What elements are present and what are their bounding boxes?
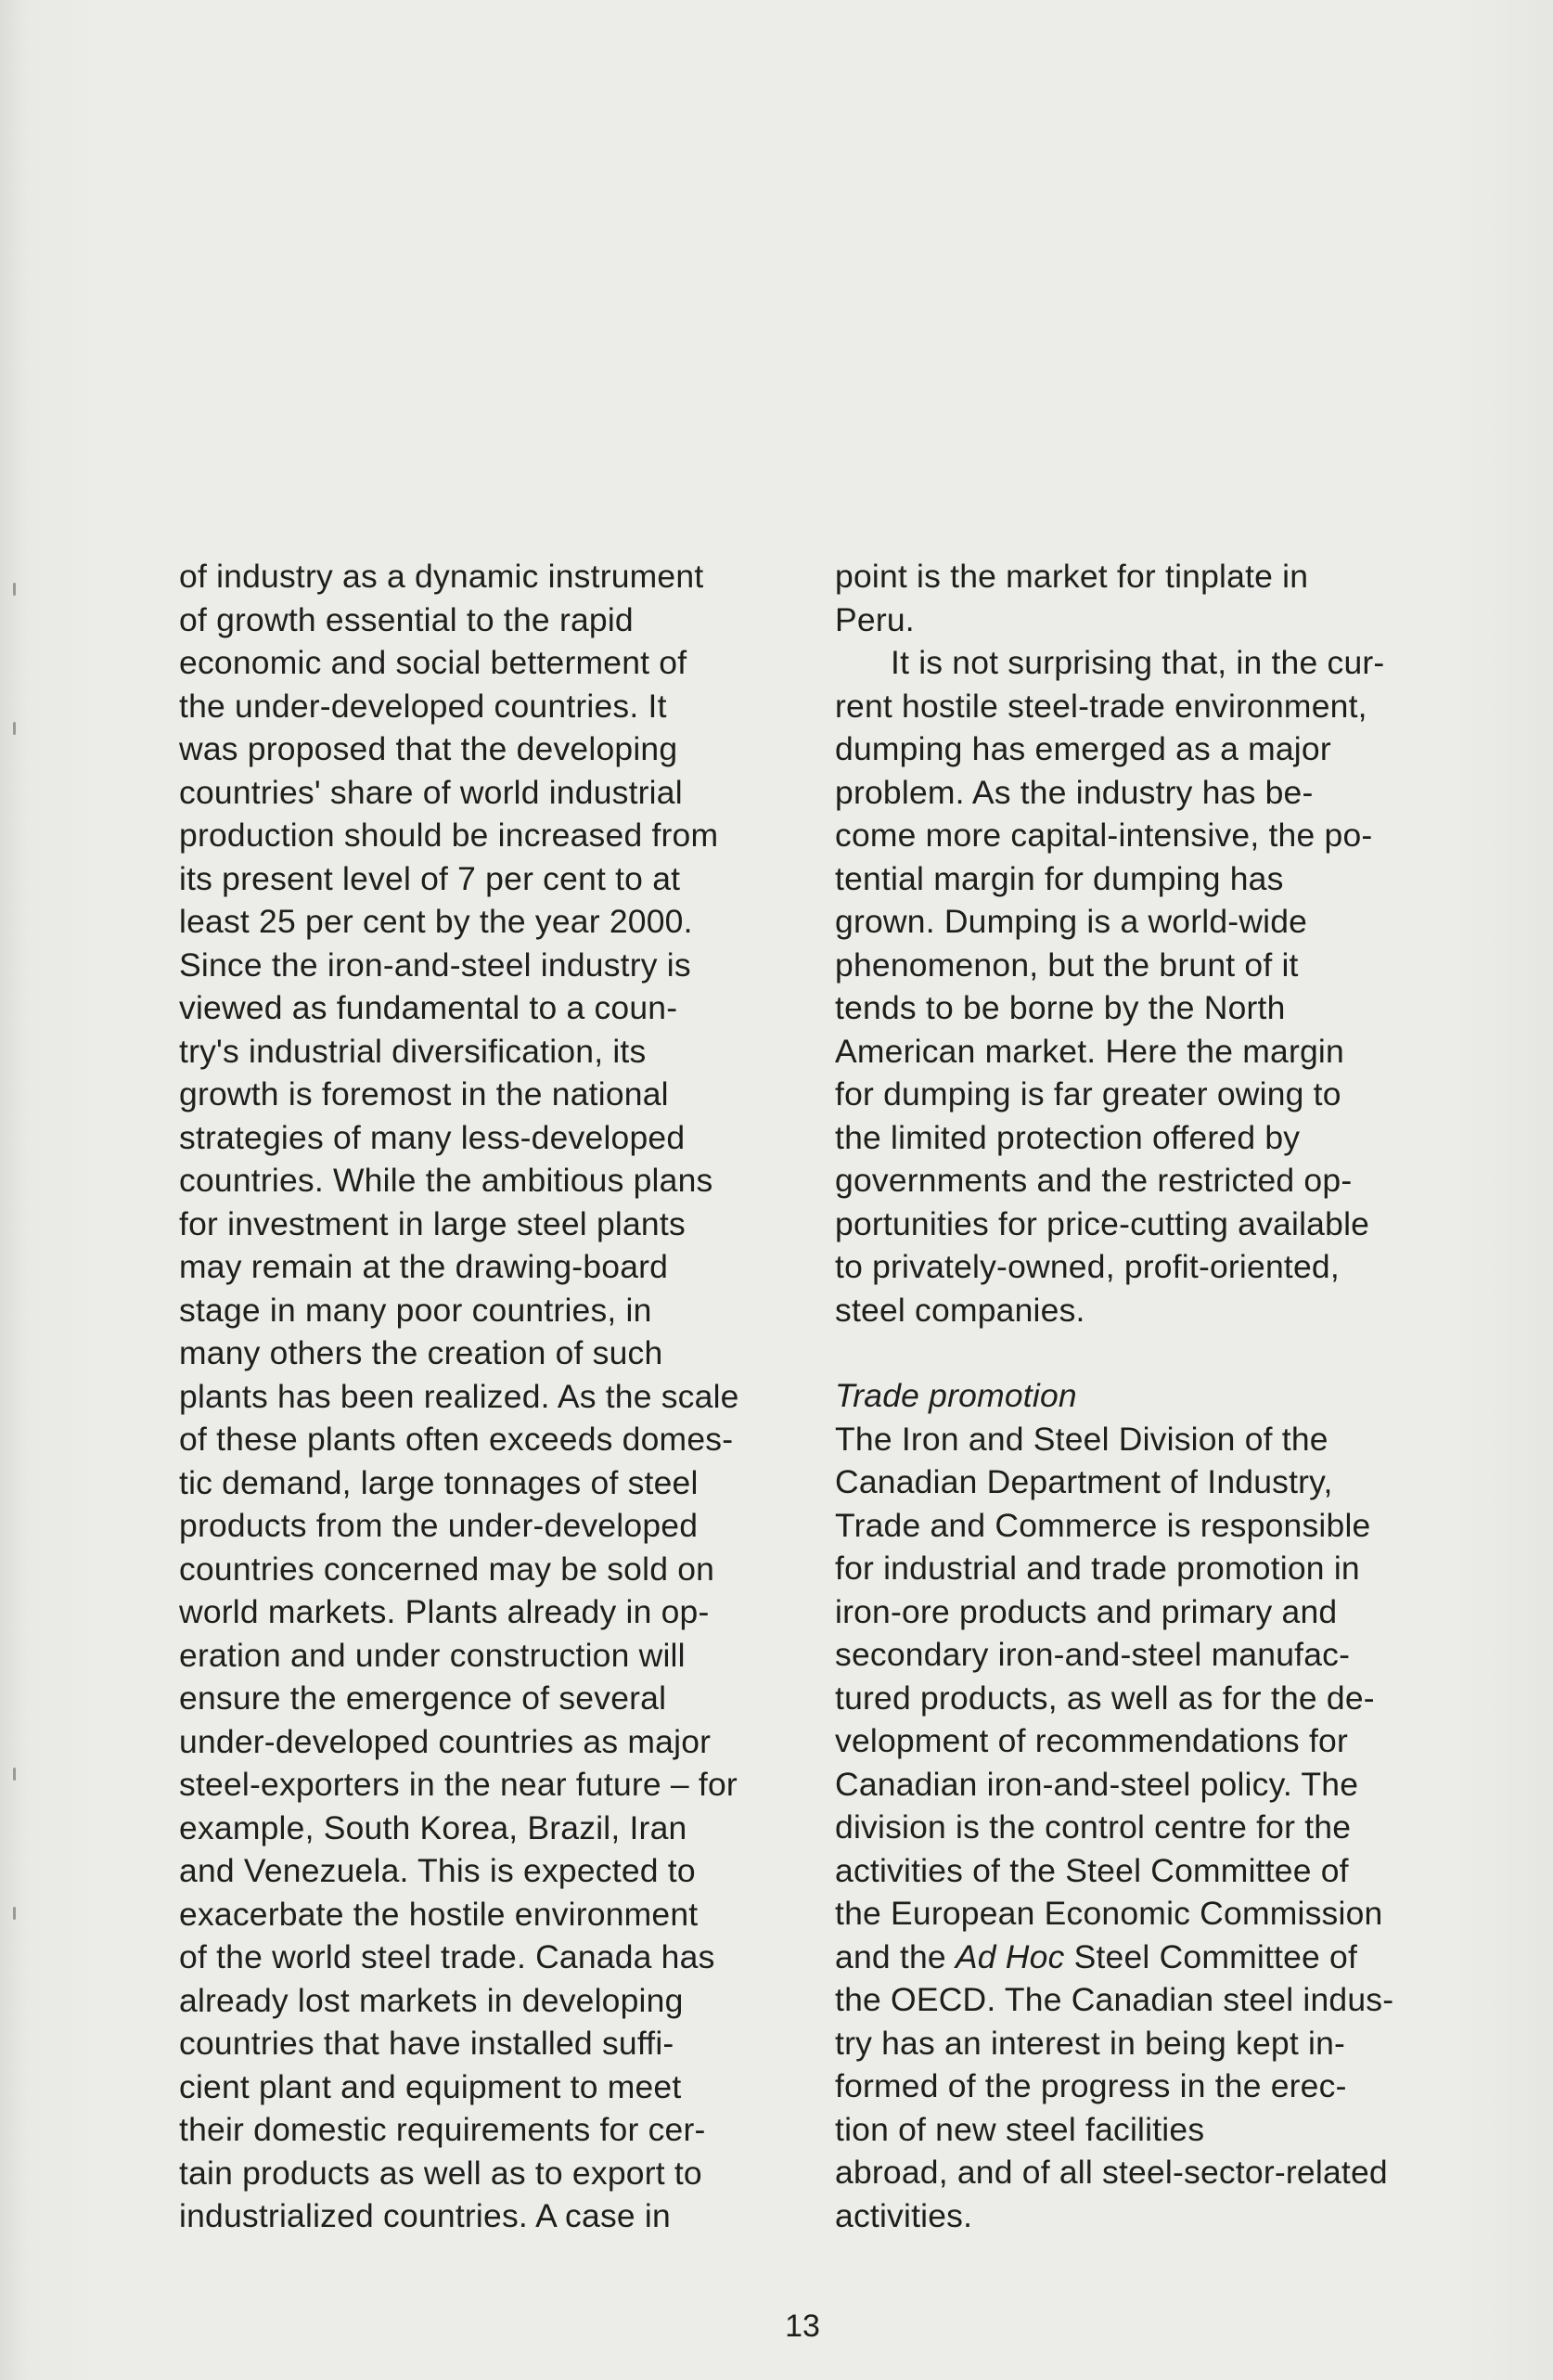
text-line: countries. While the ambitious plans	[179, 1162, 713, 1199]
text-line: economic and social betterment of	[179, 644, 687, 681]
text-line: problem. As the industry has be-	[835, 773, 1314, 811]
text-line: of growth essential to the rapid	[179, 600, 634, 638]
text-line: steel companies.	[835, 1291, 1085, 1329]
text-line: under-developed countries as major	[179, 1722, 712, 1760]
text-line: Since the iron-and-steel industry is	[179, 946, 691, 984]
text-line: come more capital-intensive, the po-	[835, 817, 1373, 854]
section-heading-trade-promotion: Trade promotion	[835, 1377, 1077, 1414]
ad-hoc-prefix: and the	[835, 1937, 956, 1975]
text-line: countries concerned may be sold on	[179, 1550, 715, 1588]
text-line: may remain at the drawing-board	[179, 1248, 669, 1285]
text-line: tential margin for dumping has	[835, 859, 1284, 897]
text-line: tic demand, large tonnages of steel	[179, 1463, 699, 1501]
text-line: rent hostile steel-trade environment,	[835, 687, 1367, 725]
text-line: and Venezuela. This is expected to	[179, 1852, 696, 1889]
text-line: point is the market for tinplate in	[835, 558, 1309, 595]
text-line: exacerbate the hostile environment	[179, 1895, 699, 1933]
text-line: of the world steel trade. Canada has	[179, 1938, 715, 1975]
text-line: for industrial and trade promotion in	[835, 1550, 1360, 1587]
page-number: 13	[785, 2309, 820, 2344]
text-line: steel-exporters in the near future – for	[179, 1766, 738, 1803]
text-line: the under-developed countries. It	[179, 687, 667, 725]
text-line: division is the control centre for the	[835, 1808, 1352, 1846]
text-line: was proposed that the developing	[179, 730, 678, 767]
text-line: velopment of recommendations for	[835, 1722, 1348, 1759]
text-line: iron-ore products and primary and	[835, 1592, 1338, 1630]
text-line: growth is foremost in the national	[179, 1075, 669, 1113]
text-line: countries' share of world industrial	[179, 773, 683, 811]
ad-hoc-line	[835, 1936, 1466, 1979]
margin-mark	[13, 1768, 16, 1781]
text-line: strategies of many less-developed	[179, 1118, 686, 1156]
text-line: portunities for price-cutting available	[835, 1204, 1370, 1242]
text-line: ensure the emergence of several	[179, 1679, 667, 1717]
text-line: governments and the restricted op-	[835, 1162, 1353, 1199]
text-line: for investment in large steel plants	[179, 1204, 686, 1242]
text-line: their domestic requirements for cer-	[179, 2111, 706, 2148]
ad-hoc-italic: Ad Hoc	[955, 1937, 1065, 1975]
text-line: for dumping is far greater owing to	[835, 1075, 1341, 1113]
margin-mark	[13, 1907, 16, 1920]
text-line: Peru.	[835, 600, 915, 638]
text-line: eration and under construction will	[179, 1636, 686, 1674]
text-line: abroad, and of all steel-sector-related	[835, 2154, 1388, 2191]
text-line: Trade and Commerce is responsible	[835, 1506, 1371, 1544]
text-line: example, South Korea, Brazil, Iran	[179, 1808, 687, 1846]
text-line: of industry as a dynamic instrument	[179, 558, 704, 595]
left-text-column	[179, 555, 810, 2238]
text-line: secondary iron-and-steel manufac-	[835, 1636, 1351, 1673]
text-line: activities of the Steel Committee of	[835, 1851, 1349, 1889]
text-line: The Iron and Steel Division of the	[835, 1420, 1328, 1458]
text-line: products from the under-developed	[179, 1507, 699, 1544]
text-line: to privately-owned, profit-oriented,	[835, 1248, 1340, 1285]
text-line: production should be increased from	[179, 817, 719, 854]
text-line: viewed as fundamental to a coun-	[179, 989, 678, 1026]
text-line: tion of new steel facilities	[835, 2110, 1205, 2148]
text-line: least 25 per cent by the year 2000.	[179, 903, 693, 940]
paragraph-tinplate	[835, 555, 1466, 641]
text-line: many others the creation of such	[179, 1334, 663, 1371]
text-line: cient plant and equipment to meet	[179, 2067, 682, 2105]
text-line: dumping has emerged as a major	[835, 730, 1331, 767]
text-line: tends to be borne by the North	[835, 989, 1286, 1026]
text-line: Canadian Department of Industry,	[835, 1463, 1333, 1500]
text-line: activities.	[835, 2196, 973, 2234]
text-line: industrialized countries. A case in	[179, 2197, 671, 2234]
text-line: stage in many poor countries, in	[179, 1291, 652, 1329]
text-line: tain products as well as to export to	[179, 2154, 702, 2192]
text-line: world markets. Plants already in op-	[179, 1593, 710, 1630]
paragraph-trade-promotion-continued	[835, 1978, 1466, 2237]
text-line: the European Economic Commission	[835, 1895, 1383, 1932]
text-line: the OECD. The Canadian steel indus-	[835, 1981, 1394, 2018]
text-line: try has an interest in being kept in-	[835, 2024, 1346, 2062]
paragraph-dumping	[835, 641, 1466, 1332]
margin-mark	[13, 722, 16, 735]
right-text-column	[835, 555, 1466, 2237]
text-line: plants has been realized. As the scale	[179, 1377, 739, 1415]
text-line: its present level of 7 per cent to at	[179, 859, 681, 897]
paragraph-trade-promotion	[835, 1418, 1466, 1936]
text-line: countries that have installed suffi-	[179, 2025, 674, 2062]
text-line: American market. Here the margin	[835, 1032, 1344, 1070]
text-line: Canadian iron-and-steel policy. The	[835, 1765, 1359, 1803]
text-line: tured products, as well as for the de-	[835, 1679, 1375, 1717]
text-line: already lost markets in developing	[179, 1981, 684, 2019]
text-line: formed of the progress in the erec-	[835, 2067, 1347, 2104]
text-line: the limited protection offered by	[835, 1118, 1301, 1156]
ad-hoc-suffix: Steel Committee of	[1064, 1937, 1358, 1975]
text-line: try's industrial diversification, its	[179, 1032, 647, 1070]
margin-mark	[13, 583, 16, 596]
text-line: grown. Dumping is a world-wide	[835, 903, 1308, 940]
text-line: of these plants often exceeds domes-	[179, 1421, 734, 1458]
text-line: It is not surprising that, in the cur-	[891, 644, 1385, 681]
text-line: phenomenon, but the brunt of it	[835, 946, 1299, 984]
